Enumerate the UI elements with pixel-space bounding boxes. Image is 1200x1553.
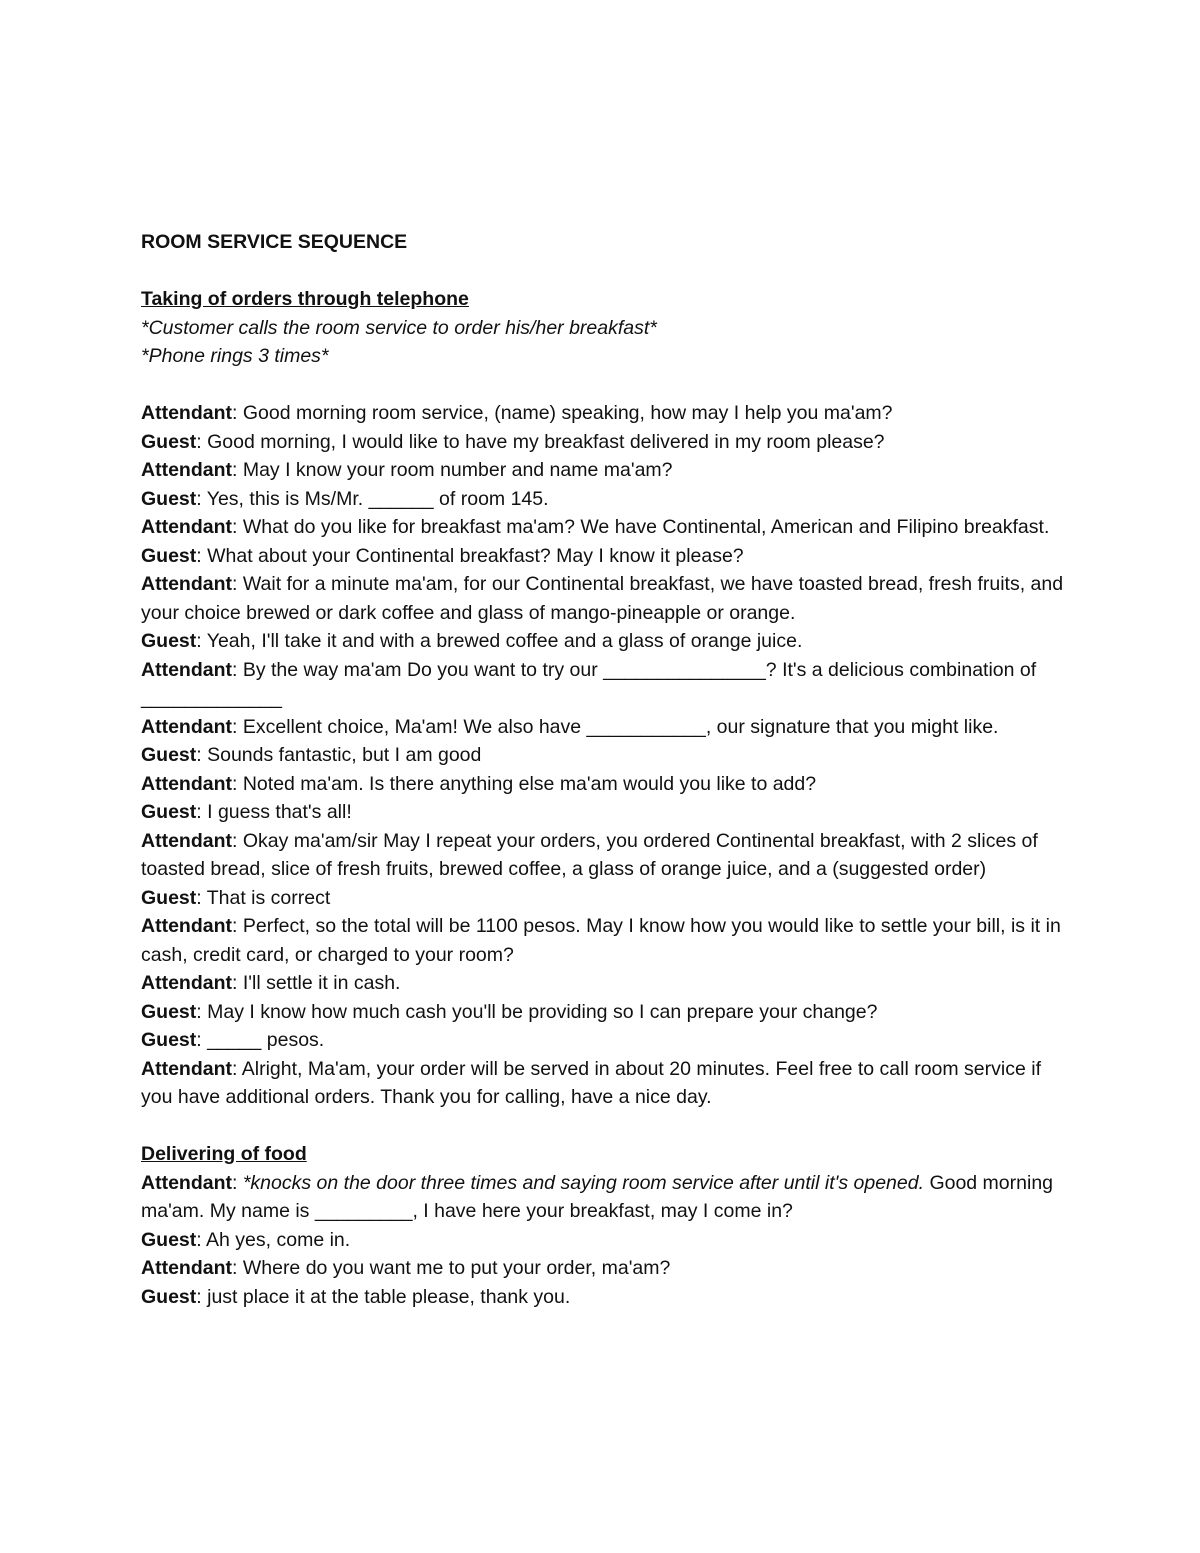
dialogue-text: Okay ma'am/sir May I repeat your orders, you ordered Continental breakfast, with 2 slices of toasted bread, slice of fresh fruits, brewed coffee, a glass of orange juice, and a (suggested order) — [141, 829, 1038, 880]
dialogue-text: Yeah, I'll take it and with a brewed coffee and a glass of orange juice. — [206, 630, 803, 652]
speaker-label: Guest — [141, 630, 197, 652]
speaker-label: Guest — [141, 544, 197, 567]
dialogue-line: Guest: Yes, this is Ms/Mr. ______ of room 145. — [141, 487, 549, 510]
dialogue-text: May I know how much cash you'll be providing so I can prepare your change? — [207, 1000, 878, 1023]
dialogue-line: Attendant: Noted ma'am. Is there anything else ma'am would you like to add? — [141, 772, 817, 795]
dialogue-text: _____ pesos. — [207, 1029, 325, 1051]
dialogue-line: Attendant: *knocks on the door three times and saying room service after until it's opened. Good morning ma'am. My name is _________, I have here your breakfast, may I come in? — [141, 1171, 1054, 1222]
dialogue-line: Guest: May I know how much cash you'll be providing so I can prepare your change? — [141, 1000, 878, 1023]
dialogue-text: That is correct — [206, 886, 331, 909]
dialogue-text: just place it at the table please, thank you. — [207, 1285, 571, 1308]
speaker-label: Guest — [141, 1228, 197, 1251]
dialogue-line: Guest: Yeah, I'll take it and with a brewed coffee and a glass of orange juice. — [141, 630, 803, 652]
dialogue-line: Guest: Good morning, I would like to have my breakfast delivered in my room please? — [141, 430, 885, 453]
dialogue-line: Guest: That is correct — [141, 886, 331, 909]
spacer — [141, 257, 1071, 286]
dialogue-text: May I know your room number and name ma'am? — [242, 459, 673, 481]
dialogue-text: Good morning, I would like to have my breakfast delivered in my room please? — [207, 430, 885, 453]
spacer — [141, 371, 1071, 400]
speaker-label: Attendant — [141, 402, 232, 424]
speaker-label: Guest — [141, 1285, 197, 1308]
dialogue-line: Guest: Sounds fantastic, but I am good — [141, 744, 482, 766]
dialogue-text: Sounds fantastic, but I am good — [207, 744, 482, 766]
dialogue-text: Yes, this is Ms/Mr. ______ of room 145. — [206, 487, 549, 510]
speaker-label: Attendant — [141, 972, 232, 994]
dialogue-line: Attendant: Excellent choice, Ma'am! We also have ___________, our signature that you might like. — [141, 715, 999, 738]
speaker-label: Guest — [141, 487, 197, 510]
dialogue-line: Attendant: Where do you want me to put your order, ma'am? — [141, 1257, 671, 1279]
dialogue-line: Attendant: Alright, Ma'am, your order will be served in about 20 minutes. Feel free to call room service if you have additional orders. Thank you for calling, have a nice day. — [141, 1057, 1041, 1108]
dialogue-line: Guest: Ah yes, come in. — [141, 1228, 351, 1251]
spacer — [141, 1112, 1071, 1141]
speaker-label: Attendant — [141, 715, 232, 738]
speaker-label: Attendant — [141, 516, 232, 538]
dialogue-text: Good morning ma'am. My name is _________, I have here your breakfast, may I come in? — [141, 1171, 1054, 1222]
dialogue-telephone — [141, 399, 1071, 1112]
dialogue-line: Attendant: By the way ma'am Do you want to try our _______________? It's a delicious combination of _____________ — [141, 658, 1037, 709]
speaker-label: Guest — [141, 430, 197, 453]
dialogue-text: By the way ma'am Do you want to try our _______________? It's a delicious combination of _____________ — [141, 658, 1037, 709]
speaker-label: Attendant — [141, 829, 232, 852]
dialogue-line: Guest: just place it at the table please, thank you. — [141, 1285, 571, 1308]
speaker-label: Attendant — [141, 1057, 232, 1080]
dialogue-text: What do you like for breakfast ma'am? We have Continental, American and Filipino breakfast. — [242, 516, 1050, 538]
section-heading-delivering-food: Delivering of food — [141, 1143, 307, 1165]
dialogue-line: Attendant: May I know your room number and name ma'am? — [141, 459, 673, 481]
dialogue-text: What about your Continental breakfast? May I know it please? — [207, 544, 744, 567]
speaker-label: Attendant — [141, 459, 232, 481]
dialogue-line: Attendant: I'll settle it in cash. — [141, 972, 401, 994]
dialogue-line: Attendant: Wait for a minute ma'am, for our Continental breakfast, we have toasted bread, fresh fruits, and your choice brewed or dark coffee and glass of mango-pineapple or orange. — [141, 573, 1064, 624]
speaker-label: Attendant — [141, 915, 232, 937]
dialogue-line: Guest: _____ pesos. — [141, 1029, 325, 1051]
dialogue-text: I'll settle it in cash. — [242, 972, 401, 994]
speaker-label: Guest — [141, 1000, 197, 1023]
speaker-label: Guest — [141, 1029, 197, 1051]
speaker-label: Attendant — [141, 1171, 232, 1194]
dialogue-text: Ah yes, come in. — [206, 1228, 351, 1251]
dialogue-delivery — [141, 1169, 1071, 1312]
document-title: ROOM SERVICE SEQUENCE — [141, 231, 408, 253]
dialogue-line: Guest: I guess that's all! — [141, 801, 352, 823]
speaker-label: Guest — [141, 886, 197, 909]
dialogue-line: Guest: What about your Continental breakfast? May I know it please? — [141, 544, 744, 567]
dialogue-text: Perfect, so the total will be 1100 pesos. May I know how you would like to settle your bill, is it in cash, credit card, or charged to your room? — [141, 915, 1061, 966]
dialogue-line: Attendant: Good morning room service, (name) speaking, how may I help you ma'am? — [141, 402, 893, 424]
speaker-label: Attendant — [141, 573, 232, 595]
speaker-label: Attendant — [141, 772, 232, 795]
section-heading-telephone-orders: Taking of orders through telephone — [141, 288, 469, 310]
document-page — [141, 228, 1071, 1311]
speaker-label: Attendant — [141, 1257, 232, 1279]
dialogue-text: Good morning room service, (name) speaking, how may I help you ma'am? — [242, 402, 893, 424]
stage-direction: *Customer calls the room service to order his/her breakfast* — [141, 316, 657, 339]
dialogue-line: Attendant: Okay ma'am/sir May I repeat your orders, you ordered Continental breakfast, with 2 slices of toasted bread, slice of fresh fruits, brewed coffee, a glass of orange juice, and a (suggested order) — [141, 829, 1038, 880]
dialogue-text: I guess that's all! — [207, 801, 352, 823]
dialogue-text: Wait for a minute ma'am, for our Continental breakfast, we have toasted bread, fresh fruits, and your choice brewed or dark coffee and glass of mango-pineapple or orange. — [141, 573, 1064, 624]
dialogue-text: Noted ma'am. Is there anything else ma'am would you like to add? — [242, 772, 817, 795]
speaker-label: Attendant — [141, 658, 232, 681]
dialogue-text: Where do you want me to put your order, ma'am? — [242, 1257, 671, 1279]
stage-direction: *Phone rings 3 times* — [141, 345, 329, 367]
speaker-label: Guest — [141, 744, 197, 766]
stage-direction-inline: *knocks on the door three times and saying room service after until it's opened. — [242, 1171, 925, 1194]
dialogue-line: Attendant: What do you like for breakfast ma'am? We have Continental, American and Filipino breakfast. — [141, 516, 1050, 538]
dialogue-text: Alright, Ma'am, your order will be served in about 20 minutes. Feel free to call room service if you have additional orders. Thank you for calling, have a nice day. — [141, 1057, 1041, 1108]
speaker-label: Guest — [141, 801, 197, 823]
dialogue-line: Attendant: Perfect, so the total will be 1100 pesos. May I know how you would like to settle your bill, is it in cash, credit card, or charged to your room? — [141, 915, 1061, 966]
dialogue-text: Excellent choice, Ma'am! We also have ___________, our signature that you might like. — [242, 715, 999, 738]
